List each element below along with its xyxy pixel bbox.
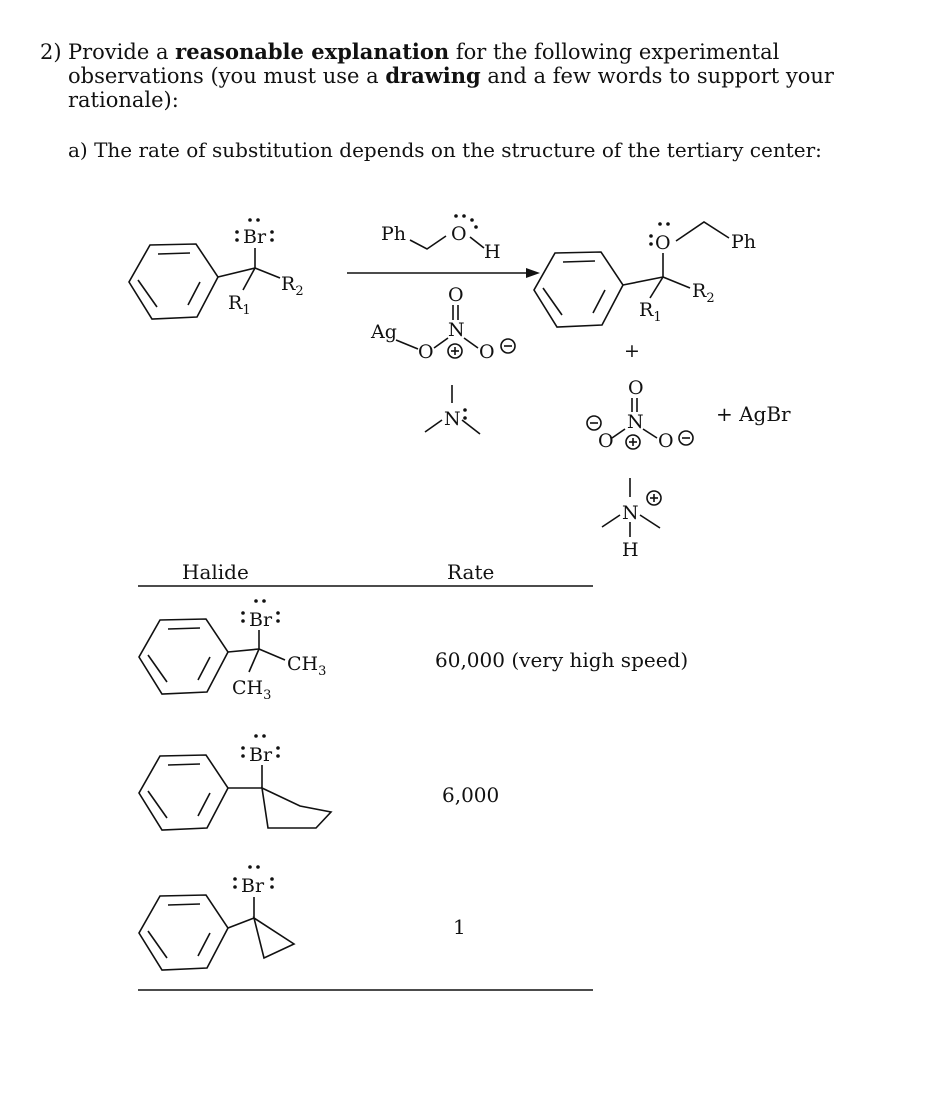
rate-row-3: 1 [453, 915, 466, 939]
product-nitrate-o-left: O [598, 430, 614, 452]
row2-benzene-ring [139, 755, 228, 830]
row3-cyclopropane-ring [254, 918, 294, 958]
product-r2-label: $R_2$ [692, 280, 715, 306]
nitrate-n: N [448, 319, 465, 341]
question-part-1: Provide a [68, 40, 176, 64]
product-ph-label: Ph [731, 231, 757, 253]
product-benzene-ring [534, 252, 623, 327]
row2-br-label: Br [249, 744, 273, 766]
rate-row-2: 6,000 [442, 783, 500, 807]
product-o-label: O [655, 232, 671, 254]
ammonium-n: N [622, 502, 639, 524]
subquestion-text: a) The rate of substitution depends on the structure of the tertiary center: [68, 138, 822, 162]
product-plus-sign: + [624, 340, 640, 362]
nitrate-o-top: O [448, 284, 464, 306]
silver-label: Ag [371, 321, 397, 343]
row1-benzene-ring [139, 619, 228, 694]
question-bold-2: drawing [385, 63, 481, 88]
reactant-structure [129, 244, 280, 319]
question-number: 2) [40, 40, 62, 64]
product-structure [534, 222, 729, 327]
nitrate-o-right: O [479, 341, 495, 363]
reactant-r1-label: $R_1$ [228, 292, 251, 318]
nitrate-plus-charge [448, 344, 462, 358]
nitrate-o-left: O [418, 341, 434, 363]
question-bold-1: reasonable explanation [175, 39, 450, 64]
row3-br-label: Br [241, 875, 265, 897]
product-nitrate-minus-left [587, 416, 601, 430]
product-nitrate-o-right: O [658, 430, 674, 452]
reactant-benzene-ring [129, 244, 218, 319]
product-nitrate-n: N [627, 411, 644, 433]
agbr-byproduct: + AgBr [716, 402, 791, 426]
table-header-halide: Halide [182, 560, 249, 584]
alcohol-ph-label: Ph [381, 223, 407, 245]
reactant-br-label: Br [243, 226, 267, 248]
row3-benzene-ring [139, 895, 228, 970]
nitrate-minus-charge [501, 339, 515, 353]
row2-cyclopentane-ring [262, 788, 331, 828]
row1-br-label: Br [249, 609, 273, 631]
halide-row-3-structure [139, 895, 294, 970]
rate-row-1: 60,000 (very high speed) [435, 648, 689, 672]
amine-lone-pair [463, 408, 467, 420]
product-r1-label: $R_1$ [639, 299, 662, 325]
alcohol-h-label: H [484, 241, 501, 263]
product-nitrate-minus-right [679, 431, 693, 445]
reactant-r2-label: $R_2$ [281, 273, 304, 299]
row1-ch3-right: $CH_3$ [287, 653, 327, 679]
table-header-rate: Rate [447, 560, 495, 584]
halide-row-2-structure [139, 755, 331, 830]
row1-ch3-bottom: $CH_3$ [232, 677, 272, 703]
ammonium-plus-charge [647, 491, 661, 505]
question-part-3: and a few words to support your rationale): [68, 64, 834, 112]
product-nitrate-plus [626, 435, 640, 449]
ammonium-h: H [622, 539, 639, 561]
alcohol-o-label: O [451, 223, 467, 245]
question-part-2: for the following experimental observations (you must use a [68, 40, 780, 88]
product-nitrate-o-top: O [628, 377, 644, 399]
amine-n: N [444, 408, 461, 430]
